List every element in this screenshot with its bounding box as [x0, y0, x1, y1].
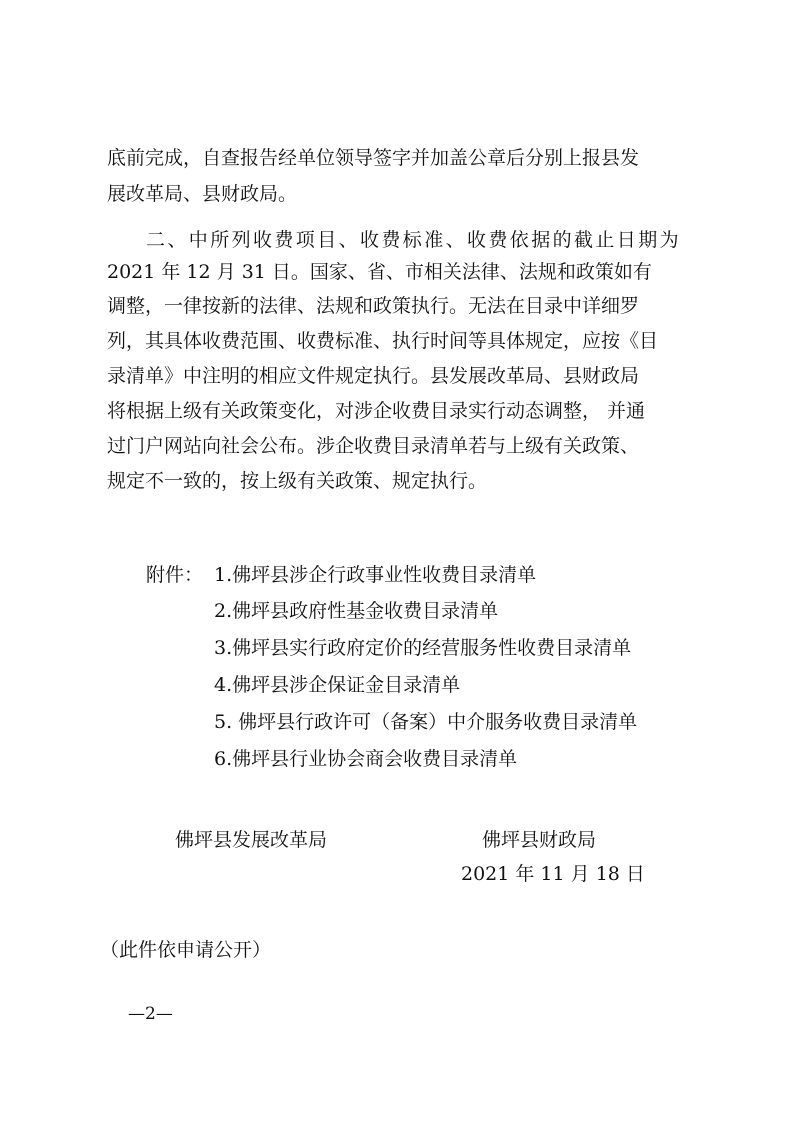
attachment-item: 3.佛坪县实行政府定价的经营服务性收费目录清单 — [214, 637, 632, 659]
attachment-item: 2.佛坪县政府性基金收费目录清单 — [214, 600, 499, 622]
attachment-label: 附件： — [146, 564, 204, 586]
body-text-line: 调整，一律按新的法律、法规和政策执行。无法在目录中详细罗 — [107, 295, 640, 317]
issuing-org-development-reform: 佛坪县发展改革局 — [175, 829, 328, 851]
attachment-item: 4.佛坪县涉企保证金目录清单 — [214, 674, 461, 696]
body-text-line: 二、中所列收费项目、收费标准、收费依据的截止日期为 — [146, 229, 682, 251]
attachment-item: 5. 佛坪县行政许可（备案）中介服务收费目录清单 — [214, 711, 638, 733]
body-text-line: 列，其具体收费范围、收费标准、执行时间等具体规定，应按《目 — [107, 330, 659, 352]
body-text-line: 将根据上级有关政策变化，对涉企收费目录实行动态调整， 并通 — [107, 400, 646, 422]
issue-date: 2021 年 11 月 18 日 — [461, 863, 645, 885]
issuing-org-finance: 佛坪县财政局 — [482, 829, 597, 851]
disclosure-note: （此件依申请公开） — [100, 939, 272, 961]
body-text-line: 录清单》中注明的相应文件规定执行。县发展改革局、县财政局 — [107, 365, 640, 387]
page-number: —2— — [128, 1004, 173, 1024]
body-text-line: 2021 年 12 月 31 日。国家、省、市相关法律、法规和政策如有 — [107, 261, 652, 283]
attachment-item: 6.佛坪县行业协会商会收费目录清单 — [214, 748, 518, 770]
body-text-line: 过门户网站向社会公布。涉企收费目录清单若与上级有关政策、 — [107, 435, 640, 457]
body-text-line: 底前完成，自查报告经单位领导签字并加盖公章后分别上报县发 — [107, 147, 640, 169]
body-text-line: 展改革局、县财政局。 — [107, 183, 298, 205]
body-text-line: 规定不一致的，按上级有关政策、规定执行。 — [107, 470, 488, 492]
attachment-item: 1.佛坪县涉企行政事业性收费目录清单 — [214, 564, 537, 586]
